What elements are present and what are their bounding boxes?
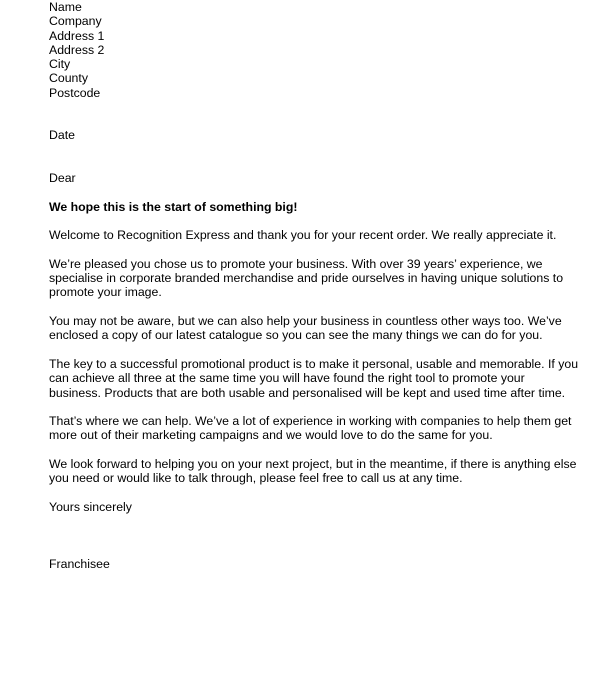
salutation: Dear [49, 170, 76, 185]
paragraph-experience: We’re pleased you chose us to promote your business. With over 39 years’ experience, we specialise in corporate branded merchandise and pride ourselves in having unique solutions to promote your image. [49, 256, 564, 300]
paragraph-key-to-success: The key to a successful promotional product is to make it personal, usable and memorable. If you can achieve all three at the same time you will have found the right tool to promote your business. Products that are both usable and personalised will be kept and used time after time. [49, 356, 579, 400]
recipient-postcode: Postcode [49, 85, 101, 100]
letter-signature: Franchisee [49, 557, 110, 572]
recipient-name: Name [49, 0, 82, 14]
letter-headline: We hope this is the start of something big! [49, 199, 298, 214]
letter-body [49, 0, 579, 572]
recipient-address-2: Address 2 [49, 42, 105, 57]
recipient-county: County [49, 71, 88, 86]
paragraph-help: That’s where we can help. We’ve a lot of experience in working with companies to help them get more out of their marketing campaigns and we would love to do the same for you. [49, 414, 572, 443]
recipient-address-1: Address 1 [49, 28, 105, 43]
letter-date: Date [49, 128, 75, 143]
recipient-city: City [49, 57, 71, 72]
paragraph-look-forward: We look forward to helping you on your next project, but in the meantime, if there is anything else you need or would like to talk through, please feel free to call us at any time. [49, 457, 577, 486]
paragraph-catalogue: You may not be aware, but we can also help your business in countless other ways too. We’ve enclosed a copy of our latest catalogue so you can see the many things we can do for you. [49, 314, 562, 343]
paragraph-welcome: Welcome to Recognition Express and thank you for your recent order. We really appreciate it. [49, 228, 557, 243]
recipient-address-block [49, 0, 579, 100]
recipient-company: Company [49, 14, 102, 29]
letter-closing: Yours sincerely [49, 499, 132, 514]
